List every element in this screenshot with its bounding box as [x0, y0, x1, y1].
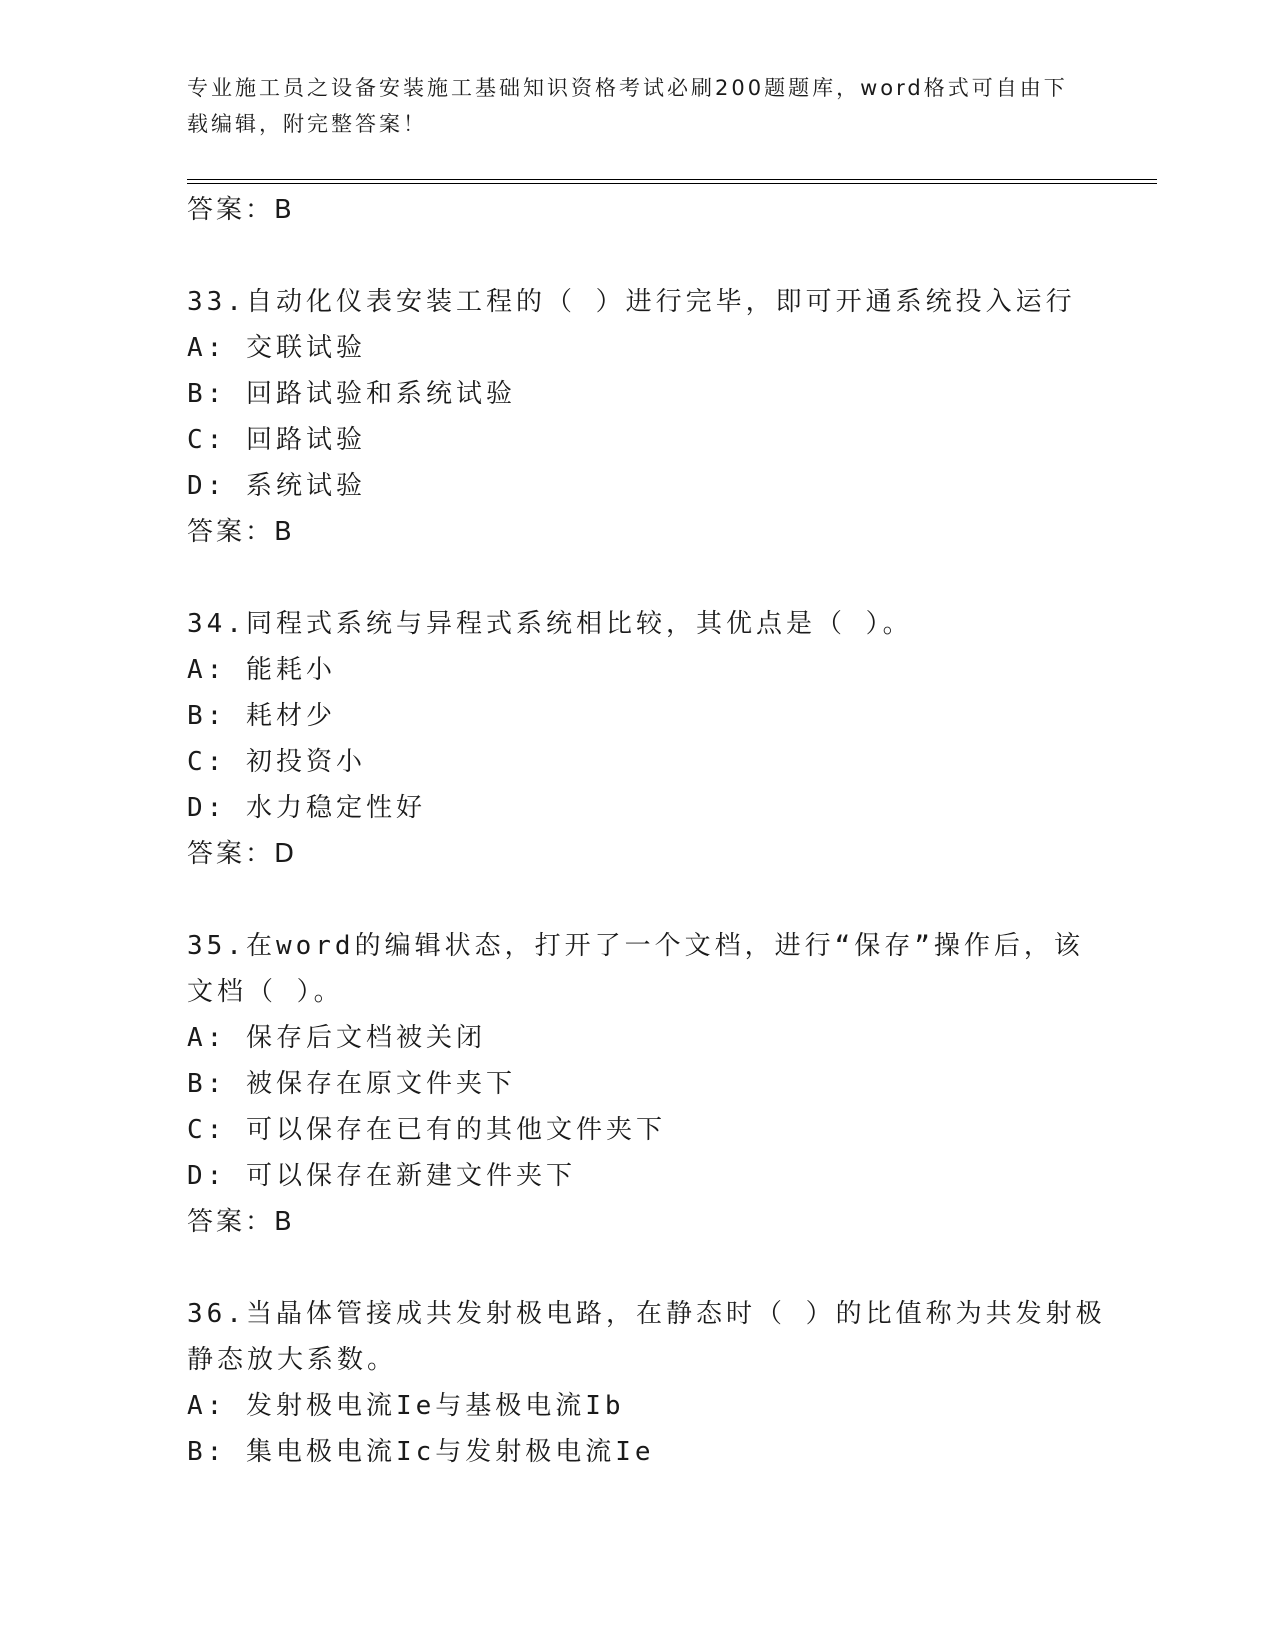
option-a: A: 能耗小: [187, 655, 336, 685]
question-block: [187, 601, 1107, 877]
answer-line: 答案：B: [187, 1207, 295, 1237]
option-c: C: 可以保存在已有的其他文件夹下: [187, 1115, 666, 1145]
question-stem-line-1: 35.在word的编辑状态，打开了一个文档，进行“保存”操作后，该: [187, 931, 1084, 961]
question-stem: 34.同程式系统与异程式系统相比较，其优点是（ ）。: [187, 609, 913, 639]
question-block: [187, 279, 1107, 555]
option-b: B: 回路试验和系统试验: [187, 379, 516, 409]
answer-line: 答案：B: [187, 517, 295, 547]
option-b: B: 被保存在原文件夹下: [187, 1069, 516, 1099]
header-divider: [187, 179, 1157, 184]
question-stem-line-2: 静态放大系数。: [187, 1345, 398, 1375]
option-d: D: 可以保存在新建文件夹下: [187, 1161, 576, 1191]
question-list: [187, 187, 1107, 1475]
question-stem-line-1: 36.当晶体管接成共发射极电路，在静态时（ ）的比值称为共发射极: [187, 1299, 1106, 1329]
question-stem: 33.自动化仪表安装工程的（ ）进行完毕，即可开通系统投入运行: [187, 287, 1076, 317]
answer-line: 答案：B: [187, 195, 295, 225]
option-a: A: 保存后文档被关闭: [187, 1023, 486, 1053]
option-d: D: 水力稳定性好: [187, 793, 426, 823]
document-header: 专业施工员之设备安装施工基础知识资格考试必刷200题题库，word格式可自由下载编辑，附完整答案！: [187, 76, 1068, 136]
answer-line: 答案：D: [187, 839, 298, 869]
option-c: C: 回路试验: [187, 425, 366, 455]
option-b: B: 耗材少: [187, 701, 336, 731]
question-stem-line-2: 文档（ ）。: [187, 977, 344, 1007]
option-c: C: 初投资小: [187, 747, 366, 777]
option-b: B: 集电极电流Ic与发射极电流Ie: [187, 1437, 655, 1467]
question-block: [187, 923, 1107, 1245]
option-a: A: 发射极电流Ie与基极电流Ib: [187, 1391, 625, 1421]
option-a: A: 交联试验: [187, 333, 366, 363]
question-block: [187, 1291, 1107, 1475]
option-d: D: 系统试验: [187, 471, 366, 501]
